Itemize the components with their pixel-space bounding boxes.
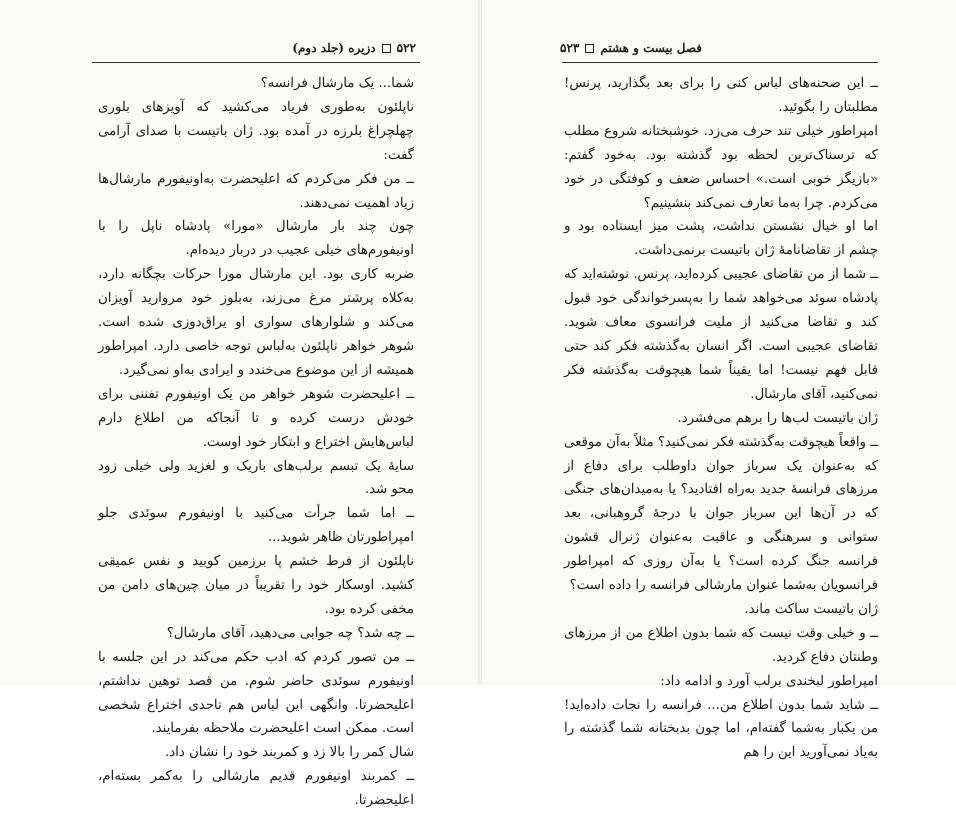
- header-rule: [562, 62, 878, 63]
- right-page-header: [560, 38, 702, 58]
- paragraph: اما او خیال نشستن نداشت، پشت میز ایستاده بود و چشم از تقاضانامهٔ ژان باتیست برنمی‌داشت.: [564, 219, 878, 259]
- paragraph: امپراطور خیلی تند حرف می‌زد. خوشبختانه شروع مطلب که ترسناک‌ترین لحظه بود گذشته بود. به‌خود گفتم: «بازیگر خوبی است.» احساس ضعف و کوفتگی در خود می‌کردم. چرا به‌ما تعارف نمی‌کند بنشینیم؟: [564, 123, 878, 211]
- header-rule: [92, 62, 420, 63]
- paragraph: ناپلئون به‌طوری فریاد می‌کشید که آویزهای بلوری چهلچراغ بلرزه در آمده بود. ژان باتیست با صدای آرامی گفت:: [98, 99, 414, 163]
- paragraph: ژان باتیست ساکت ماند.: [744, 601, 878, 617]
- paragraph: ــ اعلیحضرت شوهر خواهر من یک اونیفورم تفننی برای خودش درست کرده و تا آنجاکه من اطلاع دارم لباس‌هایش اختراع و ابتکار خود اوست.: [98, 386, 414, 450]
- paragraph: چون چند بار مارشال «مورا» پادشاه ناپل را با اونیفورم‌های خیلی عجیب در دربار دیده‌ام.: [98, 219, 414, 259]
- square-ornament-icon: [585, 44, 594, 53]
- right-page-number: ۵۲۳: [560, 41, 580, 55]
- paragraph: ــ کمربند اونیفورم قدیم مارشالی را به‌کمر بسته‌ام، اعلیحضرتا.: [98, 769, 414, 809]
- paragraph: ضربه کاری بود. این مارشال مورا حرکات بچگانه دارد، به‌کلاه پرشتر مرغ می‌زند، به‌بلوز خود مروارید آویزان می‌کند و شلوارهای سواری او یراق‌دوزی شده است. شوهر خواهر ناپلئون به‌لباس توجه خاصی دارد. امپراطور همیشه از این موضوع می‌خندد و ایرادی به‌او نمی‌گیرد.: [98, 267, 414, 378]
- left-page: [0, 0, 478, 809]
- left-page-body: [98, 72, 414, 813]
- paragraph: ــ شما از من تقاضای عجیبی کرده‌اید، پرنس. نوشته‌اید که پادشاه سوئد می‌خواهد شما را به‌پسرخواندگی خود قبول کند و تقاضا می‌کنید از ملیت فرانسوی معاف شوید. تقاضای عجیبی است. اگر انسان به‌گذشته فکر کند حتی قابل فهم نیست! اما یقیناً شما هیچوقت به‌گذشته فکر نمی‌کنید، آقای مارشال.: [564, 267, 878, 402]
- square-ornament-icon: [382, 44, 391, 53]
- paragraph: ــ واقعاً هیچوقت به‌گذشته فکر نمی‌کنید؟ مثلاً به‌آن موقعی که به‌عنوان یک سرباز جوان داوطلب برای دفاع از مرزهای فرانسهٔ جدید به‌راه افتادید؟ یا به‌میدان‌های جنگی که در آن‌ها این سرباز جوان با درجهٔ گروهبانی، بعد ستوانی و سرهنگی و عاقبت به‌عنوان ژنرال قشون فرانسه جنگ کرده است؟ یا به‌آن روزی که امپراطور فرانسویان به‌شما عنوان مارشالی فرانسه را داده است؟: [564, 434, 878, 594]
- paragraph: شال کمر را بالا زد و کمربند خود را نشان داد.: [164, 745, 414, 761]
- paragraph: ــ و خیلی وقت نیست که شما بدون اطلاع من از مرزهای وطنتان دفاع کردید.: [564, 625, 878, 665]
- left-page-number: ۵۲۲: [396, 41, 416, 55]
- paragraph: امپراطور لبخندی برلب آورد و ادامه داد:: [660, 673, 878, 689]
- left-page-header: [292, 38, 416, 58]
- paragraph: سایهٔ یک تبسم برلب‌های باریک و لغزید ولی خیلی زود محو شد.: [98, 458, 414, 498]
- paragraph: ــ من فکر می‌کردم که اعلیحضرت به‌اونیفورم مارشال‌ها زیاد اهمیت نمی‌دهند.: [98, 171, 414, 211]
- paragraph: ــ این صحنه‌های لباس کنی را برای بعد بگذارید، پرنس! مطلبتان را بگوئید.: [564, 76, 878, 115]
- right-page-body: [564, 72, 878, 765]
- paragraph: ژان باتیست لب‌ها را برهم می‌فشرد.: [677, 410, 878, 426]
- paragraph: ــ چه شد؟ چه جوابی می‌دهید، آقای مارشال؟: [166, 625, 414, 641]
- paragraph: شما... یک مارشال فرانسه؟: [260, 76, 414, 91]
- right-running-title: فصل بیست و هشتم: [600, 41, 702, 55]
- paragraph: ــ شاید شما بدون اطلاع من... فرانسه را نجات داده‌اید! من یکبار به‌شما گفته‌ام، اما چون بدبختانه شما گذشته را به‌یاد نمی‌آورید این را هم: [564, 697, 878, 761]
- paragraph: ــ اما شما جرأت می‌کنید با اونیفورم سوئدی جلو امپراطورتان ظاهر شوید...: [98, 506, 414, 546]
- left-running-title: دزیره (جلد دوم): [292, 41, 376, 55]
- paragraph: ناپلئون از فرط خشم پا برزمین کوبید و نفس عمیقی کشید. اوسکار خود را تقریباً در میان چین‌های دامن من مخفی کرده بود.: [98, 554, 414, 617]
- right-page: [482, 0, 956, 761]
- paragraph: ــ من تصور کردم که ادب حکم می‌کند در این جلسه با اونیفورم سوئدی حاضر شوم. من قصد توهین نداشتم، اعلیحضرتا. وانگهی این لباس هم تاحدی اختراع شخصی است. ممکن است اعلیحضرت ملاحظه بفرمایند.: [98, 649, 414, 737]
